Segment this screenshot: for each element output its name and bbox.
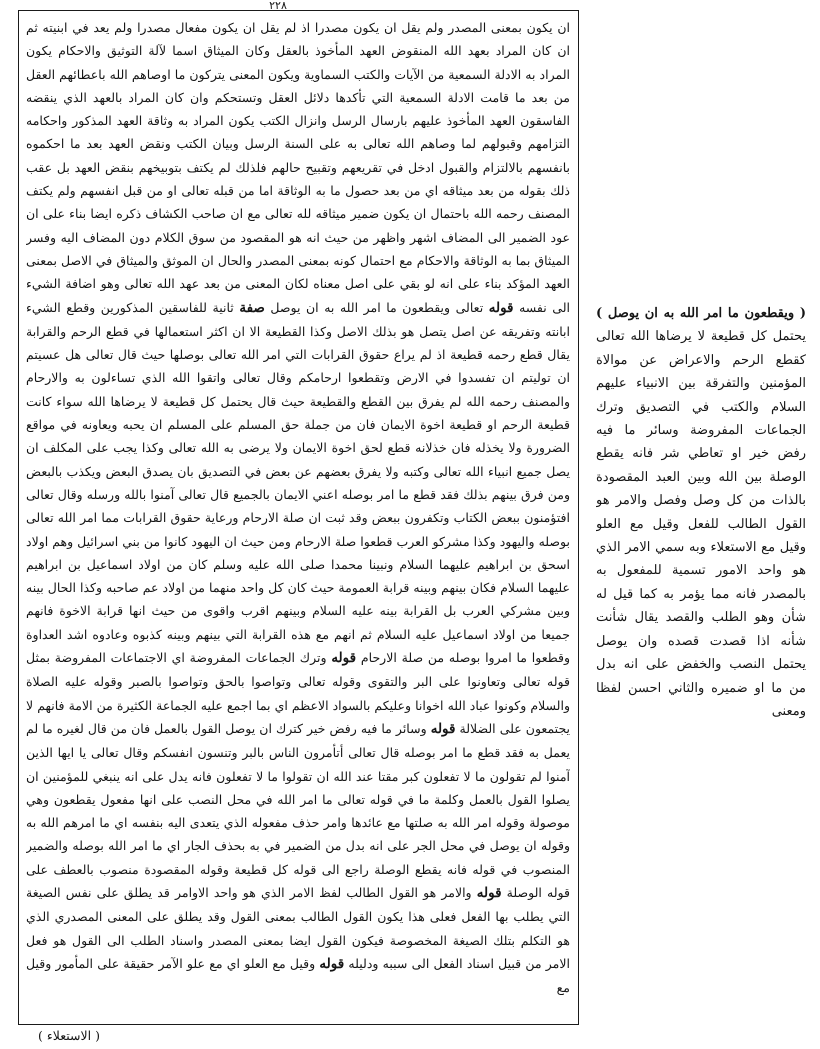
qawluhu-marker: قوله bbox=[319, 955, 345, 972]
commentary-paragraph: ان يكون بمعنى المصدر ولم يقل ان يكون مصدرا اذ لم يقل ان يكون مفعال مصدرا ولم يعد في ابنيته ثم ان كان المراد بعهد الله المنقوض العهد المأخوذ بالعقل وكان الميثاق اسما لآلة التوثيق والاحكام يكون المراد به الادلة السمعية من الآيات والكتب السماوية ويكون المعنى يتركون ما اوصاهم الله باعطائهم العقل من بعد ما قامت الادلة السمعية التي تأكدها دلائل العقل وتستحكم وان كان المراد بالعهد الذي ينقضه الفاسقون العهد المأخوذ عليهم بارسال الرسل وانزال الكتب يكون المراد به وثاقة العهد المذكور واحكامه التزامهم وقبولهم لما وصاهم الله تعالى به على السنة الرسل وبيان الكتب ونقض العهد بعد ما احكموه بانفسهم بالالتزام والقبول ادخل في تقريعهم وتقبيح حالهم فلذلك لم يكتف بتوبيخهم بنقض العهد بل عقب ذلك بقوله من بعد ميثاقه اي من بعد حصول ما به الوثاقة اما من قبله تعالى او من قبل انفسهم ولم يكتف المصنف رحمه الله باحتمال ان يكون ضمير ميثاقه لله تعالى مع ان صاحب الكشاف ذكره ايضا بناء على ان عود الضمير الى المضاف اشهر واظهر من حيث انه هو المقصود من سوق الكلام دون المضاف اليه وفسر الميثاق بما به الوثاقة والاحكام مع احتمال كونه بمعنى المصدر والحال ان الموثق والميثاق في الاصل بمعنى العهد المؤكد بناء على انه لو بقي على اصل معناه لكان المعنى من بعد عهد الله تعالى وهو اضافة الشيء الى نفسه bbox=[26, 20, 570, 315]
page-number: ٢٢٨ bbox=[269, 0, 287, 12]
commentary-lemma: والامر هو القول الطالب bbox=[341, 884, 477, 900]
main-commentary-text bbox=[26, 16, 570, 1016]
marginal-quranic-quote: ( ويقطعون ما امر الله به ان يوصل ) bbox=[596, 306, 806, 321]
marginal-paragraph: يحتمل كل قطيعة لا يرضاها الله تعالى كقطع الرحم والاعراض عن موالاة المؤمنين والتفرقة بين الانبياء عليهم السلام والكتب في التصديق وترك الجماعات المفروضة وسائر ما فيه رفض خير او تعاطي شر فانه يقطع الوصلة بين الله وبين العبد المقصودة بالذات من كل وصل وفصل والامر هو القول الطالب للفعل وقيل مع العلو وقيل مع الاستعلاء وبه سمي الامر الذي هو واحد الامور تسمية للمفعول به بالمصدر فانه مما يؤمر به كما قيل له شأن وهو الطلب والقصد يقال شأنت شأنه اذا قصدت قصده وان يوصل يحتمل النصب والخفض على انه بدل من ما او ضميره والثاني احسن لفظا ومعنى bbox=[596, 329, 806, 719]
commentary-paragraph: ثانية للفاسقين المذكورين وقطع الشيء ابانته وتفريقه عن اصل يتصل هو بذلك الاصل وكذا القطيعة الا ان اكثر استعمالها في قطع الرحم والقرابة يقال قطع رحمه قطيعة اذ لم يراع حقوق القرابات التي امر الله تعالى بوصلها حيث قال تعالى هل عسيتم ان توليتم ان تفسدوا في الارض وتقطعوا ارحامكم وقال تعالى واتقوا الله الذي تساءلون به والارحام والمصنف رحمه الله لم يفرق بين القطع والقطيعة حيث قال يحتمل كل قطيعة لا يرضاها الله سواء كانت قطيعة الرحم او قطيعة اخوة الايمان فان من جملة حق المسلم على المسلم ان يحبه ويعاونه في مواقع الضرورة ولا يخذله فان خذلانه قطع لحق اخوة الايمان ولا يرضى به الله تعالى وكذا يجب على المكلف ان يصل جميع انبياء الله تعالى وكتبه ولا يفرق بعضهم عن بعض في التصديق بان يصدق البعض ويكذب بالبعض ومن فرق بينهم بذلك فقد قطع ما امر بوصله اعني الايمان بالجميع قال تعالى آمنوا بالله ورسله وقال تعالى افتؤمنون ببعض الكتاب وتكفرون ببعض وقد ثبت ان صلة الارحام ورعاية حقوق القرابات مما امر الله تعالى بوصله واليهود وكذا مشركو العرب قطعوا صلة الارحام ومن حيث ان اليهود كانوا من بني اسرائيل وهم اولاد اسحق بن ابراهيم عليهما السلام ونبينا محمدا صلى الله عليه وسلم كان من اولاد اسماعيل بن ابراهيم عليهما السلام فكان بينهم وبينه قرابة العمومة حيث كان كل واحد منهما من اولاد عم صاحبه وكذا الحال بينه وبين مشركي العرب بل القرابة بينه عليه السلام وبينهم اقرب واقوى من حيث انها قرابة الاخوة فانهم جميعا من اولاد اسماعيل عليه السلام ثم انهم مع هذه القرابة التي بينهم وبينه كذبوه وعادوه اشد العداوة وقطعوا ما امروا بوصله من صلة الارحام bbox=[26, 299, 570, 666]
commentary-lemma: وقيل مع العلو bbox=[240, 955, 320, 971]
qawluhu-marker: قوله bbox=[488, 299, 514, 316]
commentary-lemma: وترك الجماعات المفروضة bbox=[184, 650, 332, 666]
catchword: ( الاستعلاء ) bbox=[38, 1028, 100, 1043]
marginal-base-text bbox=[596, 302, 806, 724]
commentary-lemma: وسائر ما فيه رفض خير bbox=[302, 720, 431, 736]
commentary-lemma: تعالى ويقطعون ما امر الله به ان يوصل bbox=[264, 299, 489, 315]
commentary-paragraph: لفظ الامر الذي هو واحد الاوامر قد يطلق على نفس الصيغة التي يطلب بها الفعل فعلى هذا يكون القول الطالب بمعنى القول وقد يطلق على المعنى المصدري الذي هو التكلم بتلك الصيغة المخصوصة فيكون القول ايضا بمعنى المصدر واسناد الطلب الى القول هو فعل الامر من قبيل اسناد الفعل الى سببه ودليله bbox=[26, 884, 570, 971]
qawluhu-marker: قوله bbox=[430, 720, 456, 737]
qawluhu-marker: قوله bbox=[476, 884, 502, 901]
commentary-paragraph: اي مع علو الآمر حقيقة على المأمور وقيل مع bbox=[26, 955, 570, 996]
sifa-marker: صفة bbox=[239, 299, 265, 316]
commentary-paragraph: اي الاجتماعات المفروضة بمثل قوله تعالى وتعاونوا على البر والتقوى وقوله تعالى وتواصوا بالحق وتواصوا بالصبر وقوله عليه الصلاة والسلام وكونوا عباد الله اخوانا وعليكم بالسواد الاعظم اي بما اجمع عليه الجماعة الكثيرة من الامة فانهم لا يجتمعون على الضلالة bbox=[26, 650, 570, 736]
commentary-paragraph: كترك ان يوصل القول بالعمل فان من قال لغيره ما لم يعمل به فقد قطع ما امر بوصله قال تعالى أتأمرون الناس بالبر وتنسون انفسكم وقال تعالى يا ايها الذين آمنوا لم تقولون ما لا تفعلون كبر مقتا عند الله ان تقولوا ما لا تفعلون فانه يدل على انه ينبغي للمؤمنين ان يصلوا القول بالعمل وكلمة ما في قوله تعالى ما امر الله في محل النصب على انها مفعول يقطعون وهي موصولة وقوله امر الله به صلتها مع عائدها وامر حذف مفعوله الذي يتعدى اليه بنفسه اي ما امرهم الله به وقوله ان يوصل في محل الجر على انه بدل من الضمير في به بحذف الجار اي ما امر الله بوصله والضمير المنصوب في قوله فانه يقطع الوصلة راجع الى قوله كل قطيعة وقوله المقصودة منصوب بالعطف على قوله الوصلة bbox=[26, 720, 570, 900]
qawluhu-marker: قوله bbox=[331, 650, 357, 667]
